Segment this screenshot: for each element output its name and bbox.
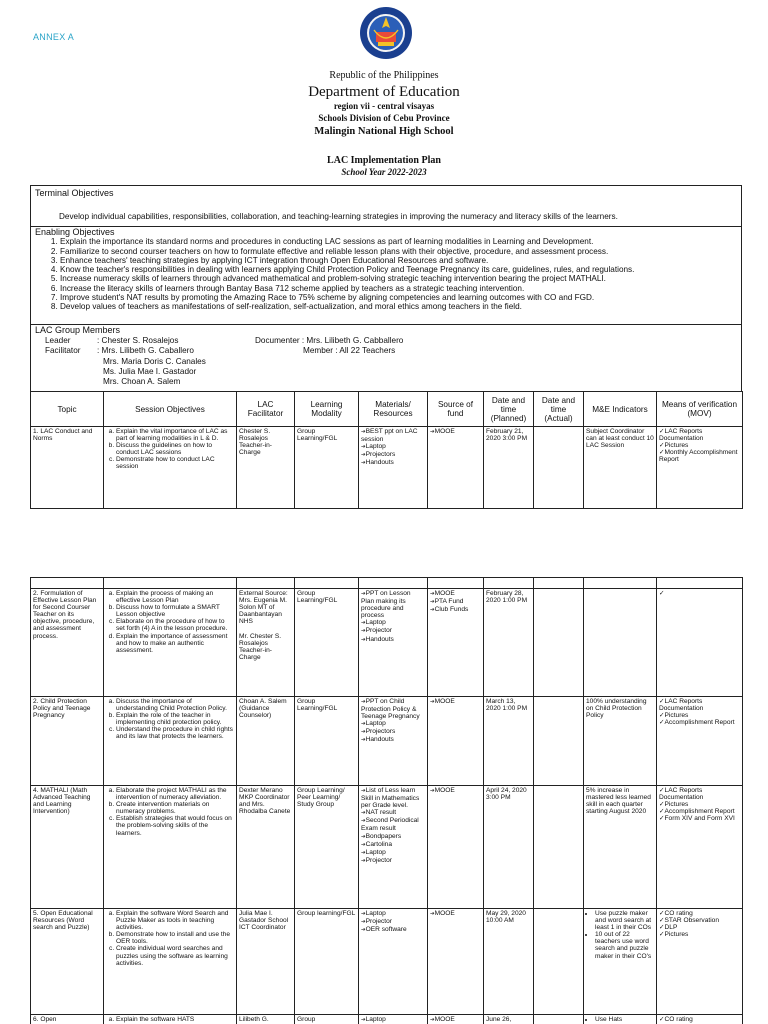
materials-cell bbox=[359, 427, 428, 509]
mov-item: ✓ DLP bbox=[659, 924, 740, 931]
material-item: ➔ List of Less learn Skill in Mathematics per Grade level. bbox=[361, 787, 425, 809]
me-item: • 10 out of 22 teachers use word search and puzzle maker in their CO's bbox=[595, 931, 654, 959]
facilitator-name: : Mrs. Lilibeth G. Caballero bbox=[97, 346, 194, 355]
fund-cell bbox=[428, 786, 484, 909]
terminal-text: Develop individual capabilities, responsibilities, collaboration, and teaching-learning strategies in improving the numeracy and literacy skills of the learners. bbox=[59, 212, 618, 222]
header-region: region vii - central visayas bbox=[333, 101, 435, 111]
mov-item: ✓ LAC Reports Documentation bbox=[659, 787, 740, 801]
objective-item: a. Explain the software Word Search and Puzzle Maker as tools in teaching activities. bbox=[116, 910, 234, 931]
topic-cell: 6. Open bbox=[31, 1015, 104, 1024]
member-name: Mrs. Choan A. Salem bbox=[103, 377, 181, 386]
topic-cell: 5. Open Educational Resources (Word search and Puzzle) bbox=[31, 909, 104, 1015]
enabling-objectives bbox=[30, 226, 742, 325]
material-item: ➔ Laptop bbox=[361, 720, 425, 728]
leader-name: : Chester S. Rosalejos bbox=[97, 336, 179, 345]
enabling-list bbox=[60, 237, 737, 311]
plan-table-page-2 bbox=[30, 577, 743, 1024]
header-school: Malingin National High School bbox=[314, 126, 454, 137]
topic-cell: 4. MATHALI (Math Advanced Teaching and Learning Intervention) bbox=[31, 786, 104, 909]
mov-item bbox=[659, 590, 740, 597]
table-row bbox=[31, 697, 743, 786]
header-division: Schools Division of Cebu Province bbox=[318, 113, 450, 123]
mov-cell bbox=[657, 909, 743, 1015]
terminal-heading: Terminal Objectives bbox=[35, 188, 114, 198]
material-item: ➔ Cartolina bbox=[361, 841, 425, 849]
table-row bbox=[31, 589, 743, 697]
objective-item: a. Explain the vital importance of LAC as part of learning modalities in L & D. bbox=[116, 428, 234, 442]
planned-date-cell: April 24, 2020 3:00 PM bbox=[484, 786, 534, 909]
fund-item: ➔ MOOE bbox=[430, 698, 481, 706]
mov-item: ✓ Pictures bbox=[659, 801, 740, 808]
mov-cell bbox=[657, 786, 743, 909]
material-item: ➔ Projectors bbox=[361, 728, 425, 736]
mov-item: ✓ Pictures bbox=[659, 712, 740, 719]
table-row bbox=[31, 909, 743, 1015]
objective-item: a. Explain the process of making an effective Lesson Plan bbox=[116, 590, 234, 604]
material-item: ➔ Laptop bbox=[361, 443, 425, 451]
col-header: Means of verification (MOV) bbox=[657, 392, 743, 427]
materials-cell bbox=[359, 786, 428, 909]
objectives-cell bbox=[104, 697, 237, 786]
mov-cell bbox=[657, 589, 743, 697]
actual-date-cell bbox=[534, 427, 584, 509]
mov-item: ✓ Monthly Accomplishment Report bbox=[659, 449, 740, 463]
enabling-item: 5. Increase numeracy skills of learners through advanced mathematical and problem-solving strategic teaching intervention bearing the project MATHALI. bbox=[60, 274, 737, 283]
objective-item: b. Discuss how to formulate a SMART Lesson objective bbox=[116, 604, 234, 618]
objective-item: a. Explain the software HATS bbox=[116, 1016, 234, 1023]
objective-item: a. Discuss the importance of understanding Child Protection Policy. bbox=[116, 698, 234, 712]
mov-item: ✓ Pictures bbox=[659, 931, 740, 938]
table-row-empty bbox=[31, 578, 743, 589]
me-item: • Use Hats bbox=[595, 1016, 654, 1023]
facilitator-cell: Lilibeth G. bbox=[237, 1015, 295, 1024]
material-item: ➔ Projector bbox=[361, 918, 425, 926]
table-header-row bbox=[31, 392, 743, 427]
member-name: Mrs. Maria Doris C. Canales bbox=[103, 357, 206, 366]
enabling-item: 6. Increase the literacy skills of learners through Bantay Basa 712 scheme applied by teachers as a strategic teaching intervention. bbox=[60, 284, 737, 293]
material-item: ➔ BEST ppt on LAC session bbox=[361, 428, 425, 443]
fund-cell bbox=[428, 909, 484, 1015]
mov-item: ✓ CO rating bbox=[659, 1016, 740, 1023]
plan-table-page-1 bbox=[30, 391, 743, 509]
actual-date-cell bbox=[534, 1015, 584, 1024]
objective-item: c. Elaborate on the procedure of how to set forth (4) A in the lesson procedure. bbox=[116, 618, 234, 632]
facilitator-cell: Julia Mae I. Gastador School ICT Coordinator bbox=[237, 909, 295, 1015]
modality-cell: Group Learning/ Peer Learning/ Study Group bbox=[295, 786, 359, 909]
objective-item: b. Explain the role of the teacher in implementing child protection policy. bbox=[116, 712, 234, 726]
mov-cell bbox=[657, 697, 743, 786]
enabling-item: 4. Know the teacher's responsibilities in dealing with learners applying Child Protection Policy and Teenage Pregnancy its care, guidelines, rules, and regulations. bbox=[60, 265, 737, 274]
mov-item: ✓ Pictures bbox=[659, 442, 740, 449]
enabling-item: 1. Explain the importance its standard norms and procedures in conducting LAC sessions as part of learning modalities in Learning and Development. bbox=[60, 237, 737, 246]
materials-cell bbox=[359, 1015, 428, 1024]
material-item: ➔ PPT on Child Protection Policy & Teenage Pregnancy bbox=[361, 698, 425, 720]
objective-item: a. Elaborate the project MATHALI as the intervention of numeracy alleviation. bbox=[116, 787, 234, 801]
topic-cell: 2. Formulation of Effective Lesson Plan for Second Courser Teacher on its objective, procedure, and assessment process. bbox=[31, 589, 104, 697]
fund-item: ➔ MOOE bbox=[430, 428, 481, 436]
fund-item: ➔ Club Funds bbox=[430, 606, 481, 614]
facilitator-cell: Choan A. Salem (Guidance Counselor) bbox=[237, 697, 295, 786]
material-item: ➔ Handouts bbox=[361, 459, 425, 467]
mov-cell bbox=[657, 427, 743, 509]
deped-seal-icon bbox=[359, 6, 413, 60]
material-item: ➔ OER software bbox=[361, 926, 425, 934]
me-item: • Use puzzle maker and word search at least 1 in their COs bbox=[595, 910, 654, 931]
modality-cell: Group Learning/FGL bbox=[295, 697, 359, 786]
member-count: Member : All 22 Teachers bbox=[303, 346, 396, 355]
me-cell bbox=[584, 1015, 657, 1024]
topic-cell: 2. Child Protection Policy and Teenage Pregnancy bbox=[31, 697, 104, 786]
actual-date-cell bbox=[534, 909, 584, 1015]
material-item: ➔ Second Periodical Exam result bbox=[361, 817, 425, 832]
me-cell bbox=[584, 909, 657, 1015]
enabling-item: 7. Improve student's NAT results by promoting the Amazing Race to 75% scheme by aligning competencies and learning outcomes with CO and FGD. bbox=[60, 293, 737, 302]
material-item: ➔ Laptop bbox=[361, 910, 425, 918]
material-item: ➔ Projector bbox=[361, 857, 425, 865]
objectives-cell bbox=[104, 786, 237, 909]
objective-item: b. Create intervention materials on numeracy problems. bbox=[116, 801, 234, 815]
objective-item: b. Demonstrate how to install and use the OER tools. bbox=[116, 931, 234, 945]
modality-cell: Group learning/FGL bbox=[295, 909, 359, 1015]
objective-item: c. Establish strategies that would focus on the problem-solving skills of the learners. bbox=[116, 815, 234, 836]
planned-date-cell: May 29, 2020 10:00 AM bbox=[484, 909, 534, 1015]
col-header: M&E Indicators bbox=[584, 392, 657, 427]
material-item: ➔ Handouts bbox=[361, 736, 425, 744]
facilitator-label: Facilitator bbox=[45, 346, 81, 355]
objective-item: d. Explain the importance of assessment and how to make an authentic assessment. bbox=[116, 633, 234, 654]
actual-date-cell bbox=[534, 786, 584, 909]
col-header: Learning Modality bbox=[295, 392, 359, 427]
material-item: ➔ NAT result bbox=[361, 809, 425, 817]
fund-item: ➔ MOOE bbox=[430, 590, 481, 598]
fund-cell bbox=[428, 589, 484, 697]
objectives-cell bbox=[104, 589, 237, 697]
modality-cell: Group bbox=[295, 1015, 359, 1024]
documenter-name: Documenter : Mrs. Lilibeth G. Cabballero bbox=[255, 336, 404, 345]
terminal-objectives bbox=[30, 185, 742, 227]
col-header: Date and time (Planned) bbox=[484, 392, 534, 427]
members-heading: LAC Group Members bbox=[35, 325, 121, 335]
facilitator-cell: Chester S. Rosalejos Teacher-in-Charge bbox=[237, 427, 295, 509]
fund-item: ➔ MOOE bbox=[430, 787, 481, 795]
modality-cell: Group Learning/FGL bbox=[295, 589, 359, 697]
topic-cell: 1. LAC Conduct and Norms bbox=[31, 427, 104, 509]
objectives-cell bbox=[104, 909, 237, 1015]
col-header: Source of fund bbox=[428, 392, 484, 427]
material-item: ➔ Handouts bbox=[361, 636, 425, 644]
modality-cell: Group Learning/FGL bbox=[295, 427, 359, 509]
plan-title: LAC Implementation Plan bbox=[327, 155, 441, 166]
mov-item: ✓ CO rating bbox=[659, 910, 740, 917]
col-header: Date and time (Actual) bbox=[534, 392, 584, 427]
leader-label: Leader bbox=[45, 336, 71, 345]
header-department: Department of Education bbox=[308, 84, 460, 100]
materials-cell bbox=[359, 909, 428, 1015]
planned-date-cell: February 21, 2020 3:00 PM bbox=[484, 427, 534, 509]
col-header: Session Objectives bbox=[104, 392, 237, 427]
objective-item: c. Demonstrate how to conduct LAC session bbox=[116, 456, 234, 470]
objectives-cell bbox=[104, 1015, 237, 1024]
lac-group-members bbox=[30, 324, 742, 392]
objective-item: c. Create individual word searches and puzzles using the software as learning activities. bbox=[116, 945, 234, 966]
mov-item: ✓ Accomplishment Report bbox=[659, 808, 740, 815]
material-item: ➔ Projector bbox=[361, 627, 425, 635]
school-year: School Year 2022-2023 bbox=[341, 167, 427, 177]
enabling-item: 3. Enhance teachers' teaching strategies by applying ICT integration through Open Educational Resources and software. bbox=[60, 256, 737, 265]
me-cell: Subject Coordinator can at least conduct 10 LAC Session bbox=[584, 427, 657, 509]
material-item: ➔ Bondpapers bbox=[361, 833, 425, 841]
objectives-cell bbox=[104, 427, 237, 509]
table-row bbox=[31, 786, 743, 909]
fund-item: ➔ PTA Fund bbox=[430, 598, 481, 606]
enabling-item: 2. Familiarize to second courser teachers on how to formulate effective and reliable lesson plans with their objective, procedure, and assessment process. bbox=[60, 247, 737, 256]
fund-cell bbox=[428, 427, 484, 509]
facilitator-cell: External Source: Mrs. Eugenia M. Solon MT of Daanbantayan NHS Mr. Chester S. Rosalejos Teacher-in-Charge bbox=[237, 589, 295, 697]
planned-date-cell: June 26, bbox=[484, 1015, 534, 1024]
materials-cell bbox=[359, 697, 428, 786]
fund-item: ➔ MOOE bbox=[430, 910, 481, 918]
material-item: ➔ Laptop bbox=[361, 849, 425, 857]
col-header: Topic bbox=[31, 392, 104, 427]
actual-date-cell bbox=[534, 697, 584, 786]
table-row bbox=[31, 1015, 743, 1024]
objective-item: b. Discuss the guidelines on how to conduct LAC sessions bbox=[116, 442, 234, 456]
enabling-item: 8. Develop values of teachers as manifestations of self-realization, self-actualization, and moral ethics among teachers in the field. bbox=[60, 302, 737, 311]
col-header: Materials/ Resources bbox=[359, 392, 428, 427]
mov-item: ✓ LAC Reports Documentation bbox=[659, 698, 740, 712]
material-item: ➔ PPT on Lesson Plan making its procedure and process bbox=[361, 590, 425, 619]
material-item: ➔ Projectors bbox=[361, 451, 425, 459]
material-item: ➔ Laptop bbox=[361, 619, 425, 627]
table-row bbox=[31, 427, 743, 509]
facilitator-cell: Dexter Merano MKP Coordinator and Mrs. Rhodalba Canete bbox=[237, 786, 295, 909]
actual-date-cell bbox=[534, 589, 584, 697]
me-cell: 100% understanding on Child Protection Policy bbox=[584, 697, 657, 786]
mov-item: ✓ Accomplishment Report bbox=[659, 719, 740, 726]
me-cell bbox=[584, 589, 657, 697]
member-name: Ms. Julia Mae I. Gastador bbox=[103, 367, 197, 376]
planned-date-cell: February 28, 2020 1:00 PM bbox=[484, 589, 534, 697]
fund-item: ➔ MOOE bbox=[430, 1016, 481, 1024]
me-cell: 5% increase in mastered less learned skill in each quarter starting August 2020 bbox=[584, 786, 657, 909]
fund-cell bbox=[428, 697, 484, 786]
mov-item: ✓ Form XIV and Form XVI bbox=[659, 815, 740, 822]
material-item: ➔ Laptop bbox=[361, 1016, 425, 1024]
col-header: LAC Facilitator bbox=[237, 392, 295, 427]
mov-cell bbox=[657, 1015, 743, 1024]
enabling-heading: Enabling Objectives bbox=[35, 227, 115, 237]
fund-cell bbox=[428, 1015, 484, 1024]
materials-cell bbox=[359, 589, 428, 697]
header-republic: Republic of the Philippines bbox=[329, 70, 439, 81]
annex-label: ANNEX A bbox=[33, 32, 75, 42]
mov-item: ✓ LAC Reports Documentation bbox=[659, 428, 740, 442]
mov-item: ✓ STAR Observation bbox=[659, 917, 740, 924]
objective-item: c. Understand the procedure in child rights and its law that protects the learners. bbox=[116, 726, 234, 740]
planned-date-cell: March 13, 2020 1:00 PM bbox=[484, 697, 534, 786]
